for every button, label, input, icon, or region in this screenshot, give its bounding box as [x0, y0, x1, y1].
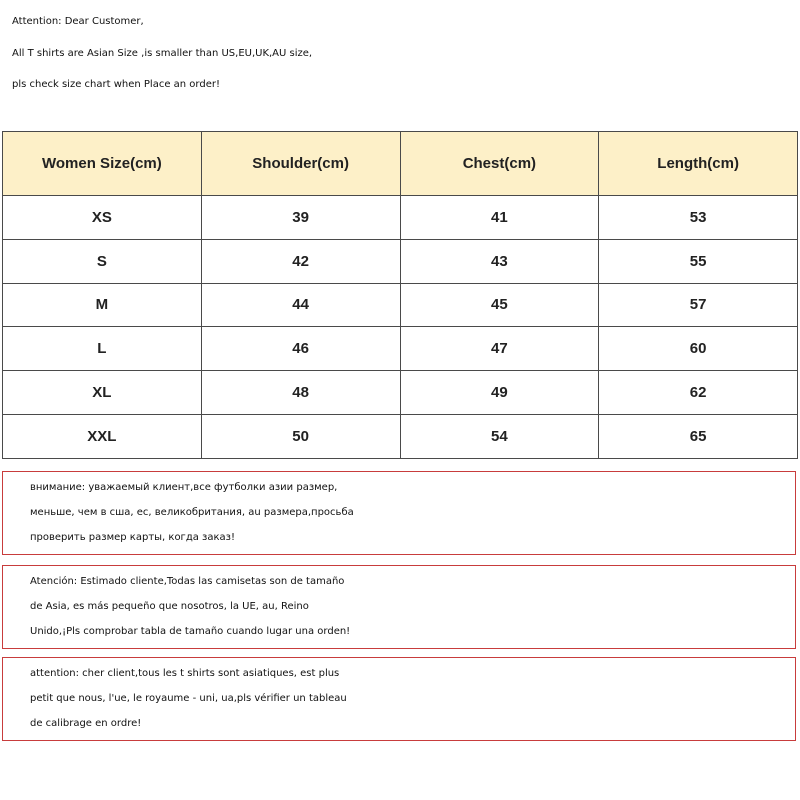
attention-line-3: pls check size chart when Place an order! — [12, 79, 220, 90]
length-cell: 60 — [599, 327, 798, 371]
table-row — [3, 196, 798, 240]
length-cell: 65 — [599, 414, 798, 458]
spanish-notice-line-3: Unido,¡Pls comprobar tabla de tamaño cuando lugar una orden! — [30, 626, 351, 637]
russian-notice-line-1: внимание: уважаемый клиент,все футболки азии размер, — [30, 482, 338, 493]
chest-cell: 43 — [400, 239, 599, 283]
french-notice-box — [2, 657, 796, 741]
attention-line-2: All T shirts are Asian Size ,is smaller than US,EU,UK,AU size, — [12, 47, 313, 59]
size-chart-table — [2, 131, 798, 459]
size-cell: XS — [3, 196, 202, 240]
shoulder-cell: 44 — [201, 283, 400, 327]
length-cell: 62 — [599, 371, 798, 415]
header-shoulder: Shoulder(cm) — [201, 132, 400, 196]
russian-notice-line-3: проверить размер карты, когда заказ! — [30, 532, 235, 543]
header-chest: Chest(cm) — [400, 132, 599, 196]
table-row — [3, 239, 798, 283]
spanish-notice-line-2: de Asia, es más pequeño que nosotros, la UE, au, Reino — [30, 601, 309, 612]
russian-notice-box — [2, 471, 796, 555]
table-row — [3, 283, 798, 327]
chest-cell: 54 — [400, 414, 599, 458]
length-cell: 53 — [599, 196, 798, 240]
chest-cell: 47 — [400, 327, 599, 371]
size-cell: S — [3, 239, 202, 283]
header-women-size: Women Size(cm) — [3, 132, 202, 196]
table-row — [3, 371, 798, 415]
table-header-row — [3, 132, 798, 196]
table-row — [3, 327, 798, 371]
chest-cell: 45 — [400, 283, 599, 327]
attention-message — [12, 6, 792, 101]
french-notice-line-3: de calibrage en ordre! — [30, 718, 142, 729]
russian-notice-line-2: меньше, чем в сша, ес, великобритания, au размера,просьба — [30, 507, 354, 518]
size-cell: M — [3, 283, 202, 327]
length-cell: 57 — [599, 283, 798, 327]
shoulder-cell: 50 — [201, 414, 400, 458]
shoulder-cell: 39 — [201, 196, 400, 240]
header-length: Length(cm) — [599, 132, 798, 196]
french-notice-line-1: attention: cher client,tous les t shirts sont asiatiques, est plus — [30, 668, 340, 679]
shoulder-cell: 46 — [201, 327, 400, 371]
attention-line-1: Attention: Dear Customer, — [12, 16, 144, 27]
size-cell: XL — [3, 371, 202, 415]
size-cell: L — [3, 327, 202, 371]
shoulder-cell: 42 — [201, 239, 400, 283]
length-cell: 55 — [599, 239, 798, 283]
spanish-notice-line-1: Atención: Estimado cliente,Todas las camisetas son de tamaño — [30, 576, 345, 587]
spanish-notice-box — [2, 565, 796, 649]
size-cell: XXL — [3, 414, 202, 458]
chest-cell: 49 — [400, 371, 599, 415]
shoulder-cell: 48 — [201, 371, 400, 415]
table-row — [3, 414, 798, 458]
french-notice-line-2: petit que nous, l'ue, le royaume - uni, ua,pls vérifier un tableau — [30, 693, 347, 704]
chest-cell: 41 — [400, 196, 599, 240]
